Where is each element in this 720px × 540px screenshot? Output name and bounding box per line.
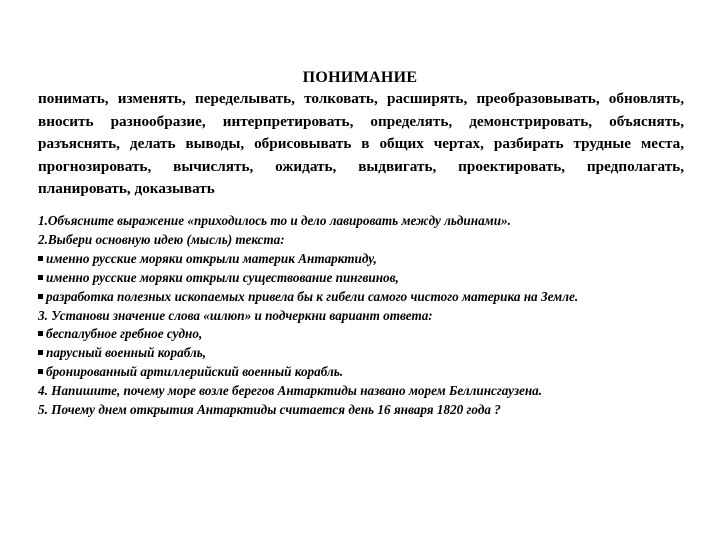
- bullet-icon: [38, 350, 43, 355]
- verbs-paragraph: понимать, изменять, переделывать, толковать, расширять, преобразовывать, обновлять, вносить разнообразие, интерпретировать, определять, демонстрировать, объяснять, разъяснять, делать выводы, обрисовывать в общих чертах, разбирать трудные места, прогнозировать, вычислять, ожидать, выдвигать, проектировать, предполагать, планировать, доказывать: [38, 90, 684, 197]
- q2-option: разработка полезных ископаемых привела бы к гибели самого чистого материка на Земле.: [38, 288, 688, 307]
- question-2: 2.Выбери основную идею (мысль) текста:: [38, 231, 285, 247]
- q2-option: именно русские моряки открыли материк Антарктиду,: [38, 250, 688, 269]
- q3-option: парусный военный корабль,: [38, 344, 688, 363]
- bullet-icon: [38, 256, 43, 261]
- q2-option: именно русские моряки открыли существование пингвинов,: [38, 269, 688, 288]
- task-list: [38, 212, 688, 420]
- question-3: 3. Установи значение слова «шлюп» и подчеркни вариант ответа:: [38, 307, 433, 323]
- question-5: 5. Почему днем открытия Антарктиды считается день 16 января 1820 года ?: [38, 402, 501, 418]
- bullet-icon: [38, 331, 43, 336]
- question-4: 4. Напишите, почему море возле берегов Антарктиды названо морем Беллинсгаузена.: [38, 383, 543, 399]
- q3-option: беспалубное гребное судно,: [38, 325, 688, 344]
- question-1: 1.Объясните выражение «приходилось то и дело лавировать между льдинами».: [38, 213, 511, 228]
- section-title: ПОНИМАНИЕ: [302, 69, 418, 86]
- bullet-icon: [38, 275, 43, 280]
- bullet-icon: [38, 369, 43, 374]
- q3-option: бронированный артиллерийский военный корабль.: [38, 363, 688, 382]
- bullet-icon: [38, 294, 43, 299]
